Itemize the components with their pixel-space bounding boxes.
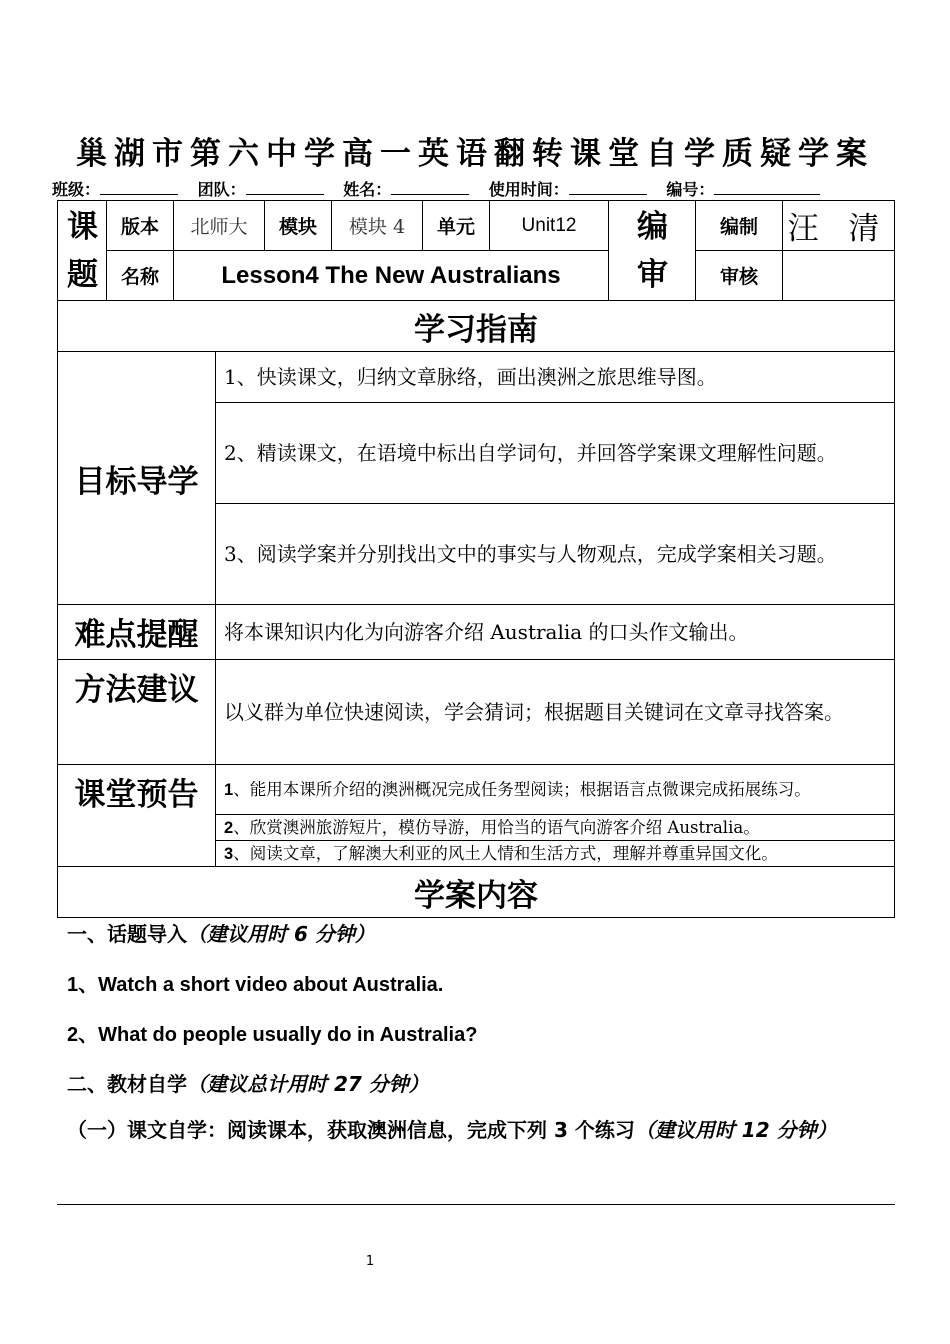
student-info-line: [52, 177, 902, 200]
preview-number: 2: [224, 818, 234, 837]
question-item: [67, 968, 443, 997]
unit-label: 单元: [423, 201, 490, 251]
team-blank: [246, 180, 324, 195]
preview-item: [216, 841, 895, 867]
class-label: 班级：: [52, 180, 101, 199]
study-guide-heading: 学习指南: [58, 301, 895, 352]
review-cell: [609, 201, 696, 301]
module-value: 模块 4: [332, 201, 423, 251]
difficulty-label: 难点提醒: [58, 605, 216, 660]
team-label: 团队：: [197, 180, 246, 199]
number-label: 编号：: [666, 180, 715, 199]
preview-text: 、欣赏澳洲旅游短片，模仿导游，用恰当的语气向游客介绍 Australia。: [233, 817, 760, 837]
module-label: 模块: [265, 201, 332, 251]
difficulty-text: 将本课知识内化为向游客介绍 Australia 的口头作文输出。: [216, 605, 895, 660]
checker-label: 审核: [696, 251, 783, 301]
review-label: 编审: [637, 208, 668, 293]
name-blank: [391, 180, 469, 195]
compiler-label: 编制: [696, 201, 783, 251]
goal-item: 1、快读课文，归纳文章脉络，画出澳洲之旅思维导图。: [216, 352, 895, 403]
question-item: [67, 1018, 477, 1047]
subsection-text-study: [67, 1105, 892, 1155]
question-text: 2、What do people usually do in Australia?: [67, 1024, 478, 1046]
method-label: 方法建议: [58, 660, 216, 765]
preview-text: 、能用本课所介绍的澳洲概况完成任务型阅读；根据语言点微课完成拓展练习。: [233, 779, 811, 799]
number-blank: [714, 180, 820, 195]
name-row-label: 名称: [107, 251, 174, 301]
goal-item: 2、精读课文，在语境中标出自学词句，并回答学案课文理解性问题。: [216, 403, 895, 504]
subsection-title: （一）课文自学：阅读课本，获取澳洲信息，完成下列 3 个练习: [67, 1118, 635, 1142]
section-self-study: [67, 1068, 429, 1097]
topic-cell: [58, 201, 107, 301]
time-hint: （建议用时 6 分钟）: [187, 922, 375, 946]
compiler-value: 汪 清: [783, 201, 895, 251]
footer-rule: [57, 1204, 895, 1205]
checker-value: [783, 251, 895, 301]
preview-text: 、阅读文章，了解澳大利亚的风土人情和生活方式，理解并尊重异国文化。: [233, 843, 778, 863]
document-title: 巢湖市第六中学高一英语翻转课堂自学质疑学案: [76, 136, 874, 172]
preview-number: 1: [224, 780, 234, 799]
section-topic-intro: [67, 918, 375, 947]
class-blank: [100, 180, 178, 195]
unit-value: Unit12: [490, 201, 609, 251]
time-blank: [569, 180, 647, 195]
edition-value: 北师大: [174, 201, 265, 251]
preview-number: 3: [224, 844, 234, 863]
method-text: 以义群为单位快速阅读，学会猜词；根据题目关键词在文章寻找答案。: [216, 660, 895, 765]
topic-label: 课题: [67, 208, 98, 293]
section-title: 二、教材自学: [67, 1072, 187, 1096]
study-guide-table: [57, 300, 895, 918]
goal-item: 3、阅读学案并分别找出文中的事实与人物观点，完成学案相关习题。: [216, 504, 895, 605]
topic-header-table: [57, 200, 895, 301]
time-hint: （建议总计用时 27 分钟）: [187, 1072, 429, 1096]
page-number: 1: [365, 1254, 375, 1269]
name-label: 姓名：: [343, 180, 392, 199]
section-title: 一、话题导入: [67, 922, 187, 946]
time-hint: （建议用时 12 分钟）: [634, 1118, 837, 1142]
question-text: 1、Watch a short video about Australia.: [67, 974, 444, 996]
goals-label: 目标导学: [58, 352, 216, 605]
edition-label: 版本: [107, 201, 174, 251]
preview-item: [216, 765, 895, 815]
content-heading: 学案内容: [58, 867, 895, 918]
time-label: 使用时间：: [488, 180, 569, 199]
lesson-title: Lesson4 The New Australians: [174, 251, 609, 301]
preview-label: 课堂预告: [58, 765, 216, 867]
preview-item: [216, 815, 895, 841]
